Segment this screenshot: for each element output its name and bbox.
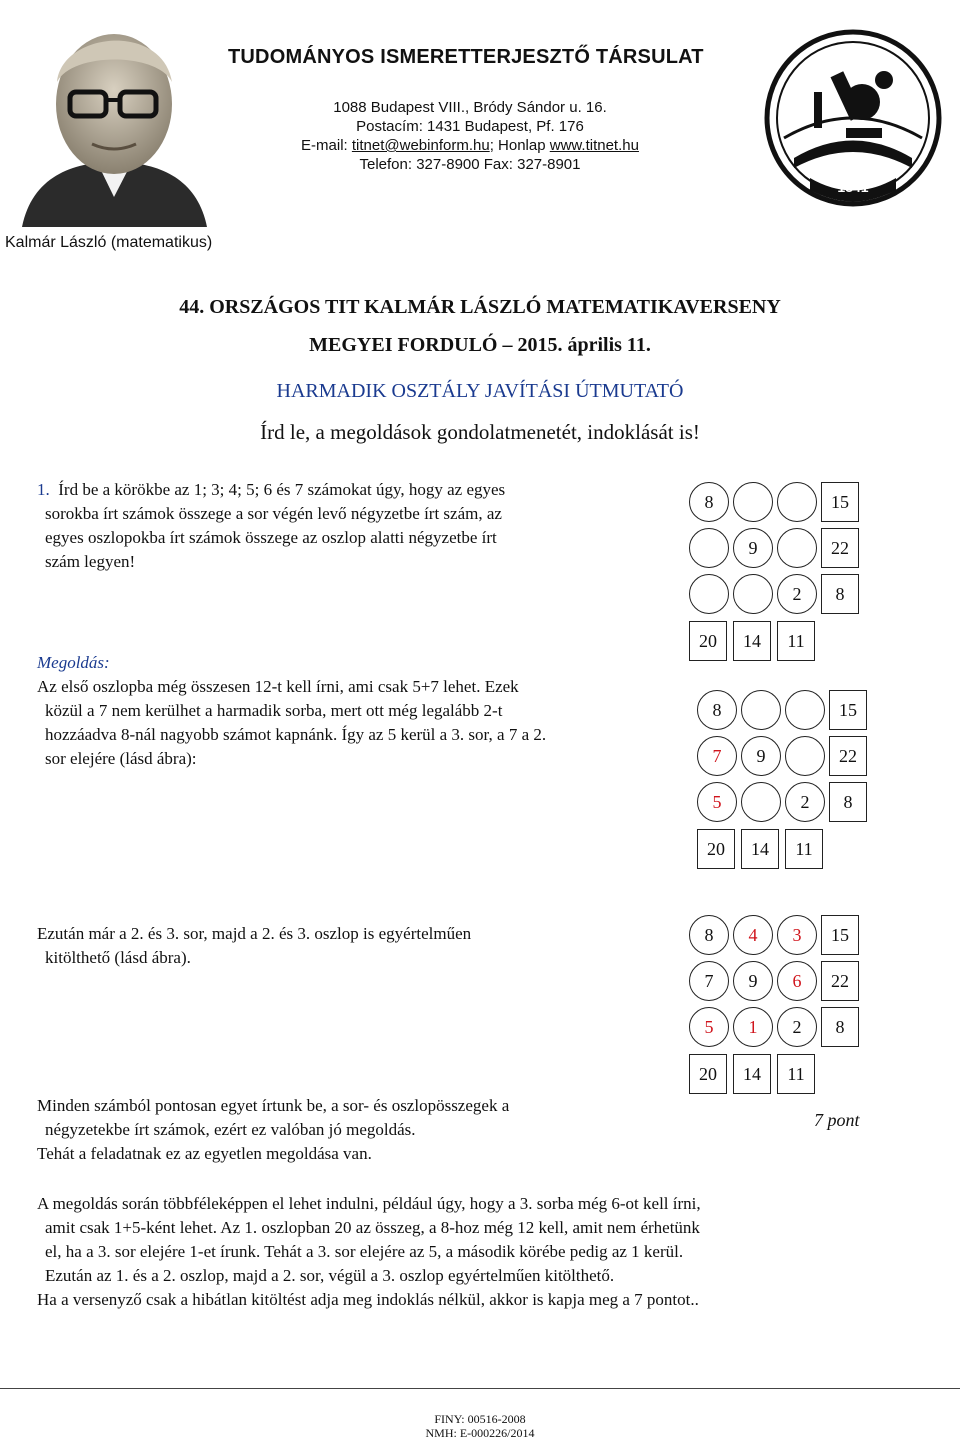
address-line-2: Postacím: 1431 Budapest, Pf. 176: [356, 118, 584, 135]
task-line-2: sorokba írt számok összege a sor végén levő négyzetbe írt szám, az: [45, 504, 502, 523]
column-sum-box: 11: [785, 829, 823, 869]
footer-line-2: NMH: E-000226/2014: [425, 1426, 535, 1440]
grid-circle: 5: [689, 1007, 729, 1047]
grid-circle: [733, 482, 773, 522]
organization-name: TUDOMÁNYOS ISMERETTERJESZTŐ TÁRSULAT: [228, 46, 704, 68]
row-sum-box: 15: [821, 915, 859, 955]
column-sum-box: 14: [733, 1054, 771, 1094]
website-link[interactable]: www.titnet.hu: [549, 137, 639, 154]
row-sum-box: 8: [821, 574, 859, 614]
row-sum-box: 22: [821, 961, 859, 1001]
paragraph-line: el, ha a 3. sor elejére 1-et írunk. Tehát a 3. sor elejére az 5, a második körébe pedig az 1 kerül.: [45, 1242, 684, 1261]
paragraph-line: négyzetekbe írt számok, ezért ez valóban jó megoldás.: [45, 1120, 416, 1139]
grid-circle: 6: [777, 961, 817, 1001]
grid-circle: 7: [697, 736, 737, 776]
emblem-year: 1841: [837, 179, 869, 195]
column-sum-box: 14: [733, 621, 771, 661]
column-sum-box: 11: [777, 1054, 815, 1094]
row-sum-box: 15: [821, 482, 859, 522]
portrait-photo: [12, 12, 217, 227]
grid-circle: 7: [689, 961, 729, 1001]
paragraph-line: Tehát a feladatnak ez az egyetlen megoldása van.: [37, 1144, 372, 1163]
column-sum-box: 20: [689, 1054, 727, 1094]
solution-paragraph-1: [37, 675, 687, 771]
paragraph-line: kitölthető (lásd ábra).: [45, 948, 191, 967]
grid-circle: 8: [689, 915, 729, 955]
solution-label: Megoldás:: [37, 653, 110, 672]
address-line-1: 1088 Budapest VIII., Bródy Sándor u. 16.: [333, 99, 607, 116]
grid-circle: 2: [777, 574, 817, 614]
column-sum-box: 20: [689, 621, 727, 661]
row-sum-box: 22: [821, 528, 859, 568]
portrait-caption: Kalmár László (matematikus): [5, 234, 213, 251]
grid-circle: 5: [697, 782, 737, 822]
grid-circle: 1: [733, 1007, 773, 1047]
contact-line: [290, 136, 650, 155]
row-sum-box: 15: [829, 690, 867, 730]
grid-circle: [785, 736, 825, 776]
row-sum-box: 8: [821, 1007, 859, 1047]
grid-circle: 4: [733, 915, 773, 955]
row-sum-box: 8: [829, 782, 867, 822]
grid-circle: 9: [733, 528, 773, 568]
paragraph-line: amit csak 1+5-ként lehet. Az 1. oszlopban 20 az összeg, a 8-hoz még 12 kell, amit nem érhetünk: [45, 1218, 700, 1237]
tit-emblem-logo: [754, 28, 952, 208]
grid-circle: 8: [697, 690, 737, 730]
task-text: [37, 478, 687, 574]
grid-circle: [733, 574, 773, 614]
footer-line-1: FINY: 00516-2008: [434, 1412, 526, 1426]
grid-circle: 8: [689, 482, 729, 522]
grid-circle: [777, 528, 817, 568]
task-line-3: egyes oszlopokba írt számok összege az oszlop alatti négyzetbe írt: [45, 528, 497, 547]
paragraph-line: Ha a versenyző csak a hibátlan kitöltést adja meg indoklás nélkül, akkor is kapja meg a 7 pontot..: [37, 1290, 699, 1309]
paragraph-line: sor elejére (lásd ábra):: [45, 749, 197, 768]
round-date-title: MEGYEI FORDULÓ – 2015. április 11.: [309, 334, 651, 356]
column-sum-box: 11: [777, 621, 815, 661]
grid-circle: [689, 574, 729, 614]
footer-text: [0, 1412, 960, 1440]
solution-paragraph-2: [37, 922, 677, 970]
phone-line: Telefon: 327-8900 Fax: 327-8901: [359, 156, 581, 173]
email-prefix: E-mail:: [301, 137, 352, 154]
competition-title: 44. ORSZÁGOS TIT KALMÁR LÁSZLÓ MATEMATIKAVERSENY: [179, 296, 781, 318]
grid-circle: [741, 690, 781, 730]
grid-circle: 2: [777, 1007, 817, 1047]
paragraph-line: A megoldás során többféleképpen el lehet indulni, például úgy, hogy a 3. sorba még 6-ot kell írni,: [37, 1194, 701, 1213]
paragraph-line: Ezután már a 2. és 3. sor, majd a 2. és 3. oszlop is egyértelműen: [37, 924, 472, 943]
address-block: [290, 98, 650, 174]
grid-circle: [689, 528, 729, 568]
instruction: Írd le, a megoldások gondolatmenetét, indoklását is!: [260, 420, 700, 444]
solution-paragraph-3: [37, 1094, 697, 1166]
task-number: 1.: [37, 480, 50, 499]
paragraph-line: hozzáadva 8-nál nagyobb számot kapnánk. Így az 5 kerül a 3. sor, a 7 a 2.: [45, 725, 547, 744]
task-line-4: szám legyen!: [45, 552, 136, 571]
paragraph-line: Minden számból pontosan egyet írtunk be, a sor- és oszlopösszegek a: [37, 1096, 510, 1115]
footer-divider: [0, 1388, 960, 1389]
grid-circle: 2: [785, 782, 825, 822]
grid-circle: [785, 690, 825, 730]
grid-circle: [741, 782, 781, 822]
paragraph-line: Ezután az 1. és a 2. oszlop, majd a 2. sor, végül a 3. oszlop egyértelműen kitölthető.: [45, 1266, 615, 1285]
paragraph-line: közül a 7 nem kerülhet a harmadik sorba, mert ott még legalább 2-t: [45, 701, 503, 720]
grade-title: HARMADIK OSZTÁLY JAVÍTÁSI ÚTMUTATÓ: [276, 380, 684, 402]
task-line-1: Írd be a körökbe az 1; 3; 4; 5; 6 és 7 számokat úgy, hogy az egyes: [58, 480, 506, 499]
grid-circle: [777, 482, 817, 522]
website-prefix: ; Honlap: [489, 137, 550, 154]
row-sum-box: 22: [829, 736, 867, 776]
grid-circle: 9: [741, 736, 781, 776]
paragraph-line: Az első oszlopba még összesen 12-t kell írni, ami csak 5+7 lehet. Ezek: [37, 677, 519, 696]
column-sum-box: 20: [697, 829, 735, 869]
solution-paragraph-4: [37, 1192, 937, 1312]
points-label: 7 pont: [814, 1110, 860, 1130]
column-sum-box: 14: [741, 829, 779, 869]
grid-circle: 3: [777, 915, 817, 955]
grid-circle: 9: [733, 961, 773, 1001]
email-link[interactable]: titnet@webinform.hu: [351, 137, 490, 154]
